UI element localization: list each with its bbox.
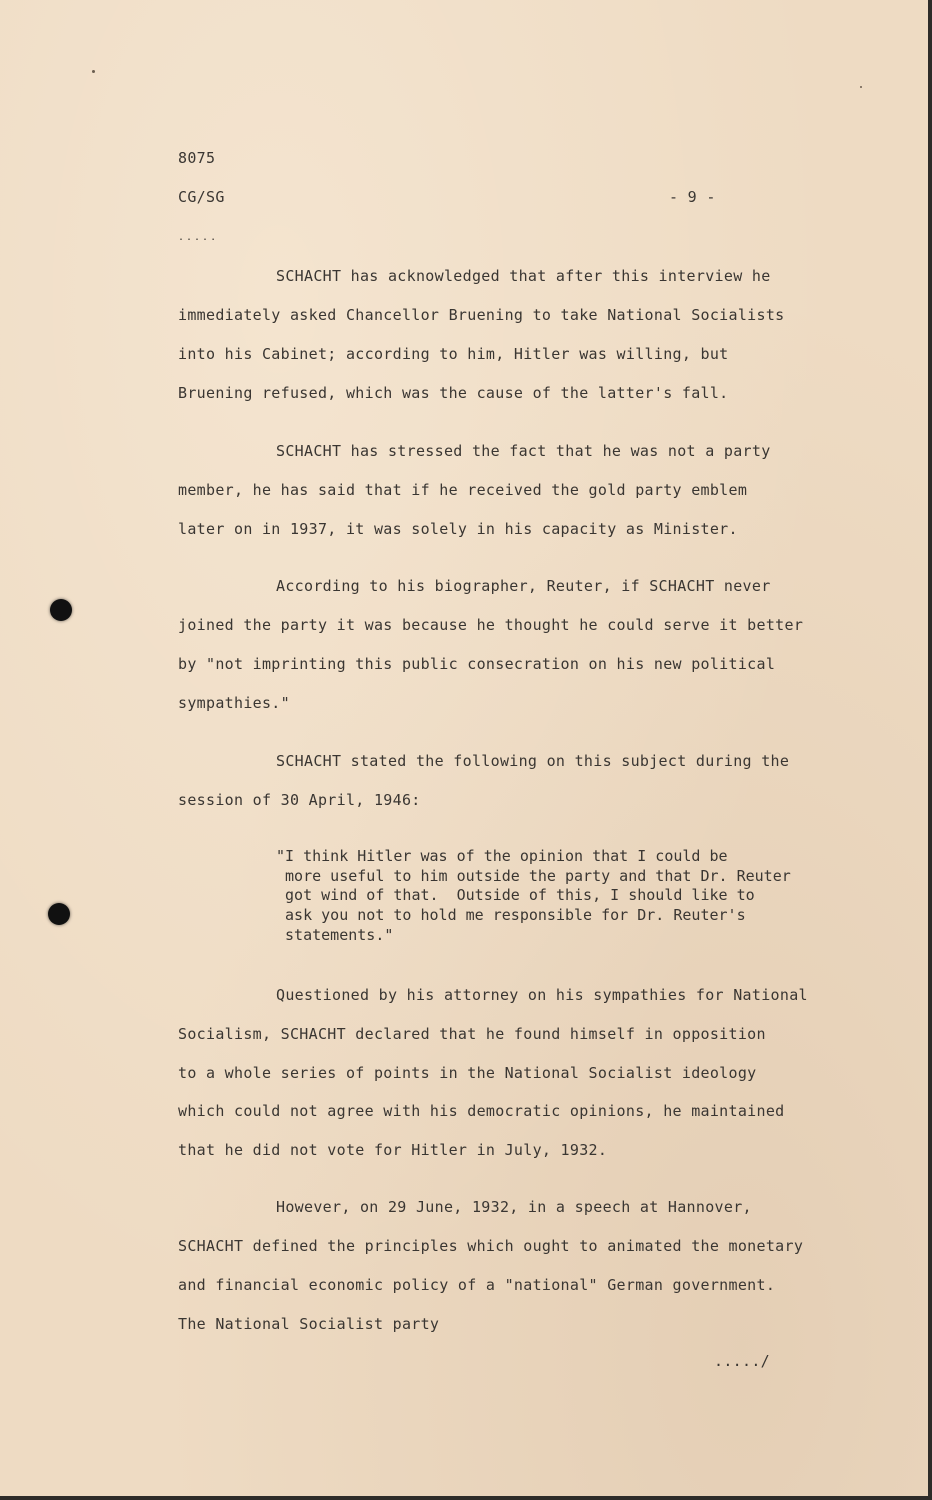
punch-hole-upper [50,599,72,621]
para6-line4: The National Socialist party [178,1315,440,1333]
dust-speck [860,86,862,88]
para3-line3: by "not imprinting this public consecration on his new political [178,655,776,673]
para1-line3: into his Cabinet; according to him, Hitler was willing, but [178,345,729,363]
para5-line1: Questioned by his attorney on his sympathies for National [276,986,808,1004]
page-edge-shadow [928,0,932,1500]
quote-line2: more useful to him outside the party and that Dr. Reuter [276,866,791,885]
para2-line3: later on in 1937, it was solely in his capacity as Minister. [178,520,738,538]
para5-line4: which could not agree with his democratic opinions, he maintained [178,1102,785,1120]
para1-line1: SCHACHT has acknowledged that after this interview he [276,267,771,285]
para6-line3: and financial economic policy of a "national" German government. [178,1276,776,1294]
para1-line4: Bruening refused, which was the cause of the latter's fall. [178,384,729,402]
para4-line1: SCHACHT stated the following on this subject during the [276,752,790,770]
dust-speck [92,70,95,73]
page-number: - 9 - [669,188,716,206]
para1-line2: immediately asked Chancellor Bruening to take National Socialists [178,306,785,324]
doc-ref: CG/SG [178,188,225,206]
quote-line1: "I think Hitler was of the opinion that I could be [276,847,728,865]
quote-line5: statements." [276,925,394,944]
para6-line1: However, on 29 June, 1932, in a speech at Hannover, [276,1198,752,1216]
continuation-dots-top: ..... [178,232,219,243]
para4-line2: session of 30 April, 1946: [178,791,421,809]
punch-hole-lower [48,903,70,925]
page-bottom-shadow [0,1496,932,1500]
para3-line1: According to his biographer, Reuter, if SCHACHT never [276,577,771,595]
doc-number: 8075 [178,149,216,167]
para3-line2: joined the party it was because he thought he could serve it better [178,616,804,634]
para6-line2: SCHACHT defined the principles which ought to animated the monetary [178,1237,804,1255]
para2-line2: member, he has said that if he received the gold party emblem [178,481,748,499]
quote-line3: got wind of that. Outside of this, I should like to [276,886,755,905]
continuation-footer: ...../ [714,1352,770,1370]
para5-line2: Socialism, SCHACHT declared that he found himself in opposition [178,1025,766,1043]
para5-line5: that he did not vote for Hitler in July, 1932. [178,1141,608,1159]
para2-line1: SCHACHT has stressed the fact that he was not a party [276,442,771,460]
para5-line3: to a whole series of points in the National Socialist ideology [178,1064,757,1082]
para3-line4: sympathies." [178,694,290,712]
block-quote [276,847,836,946]
quote-line4: ask you not to hold me responsible for Dr. Reuter's [276,906,746,925]
